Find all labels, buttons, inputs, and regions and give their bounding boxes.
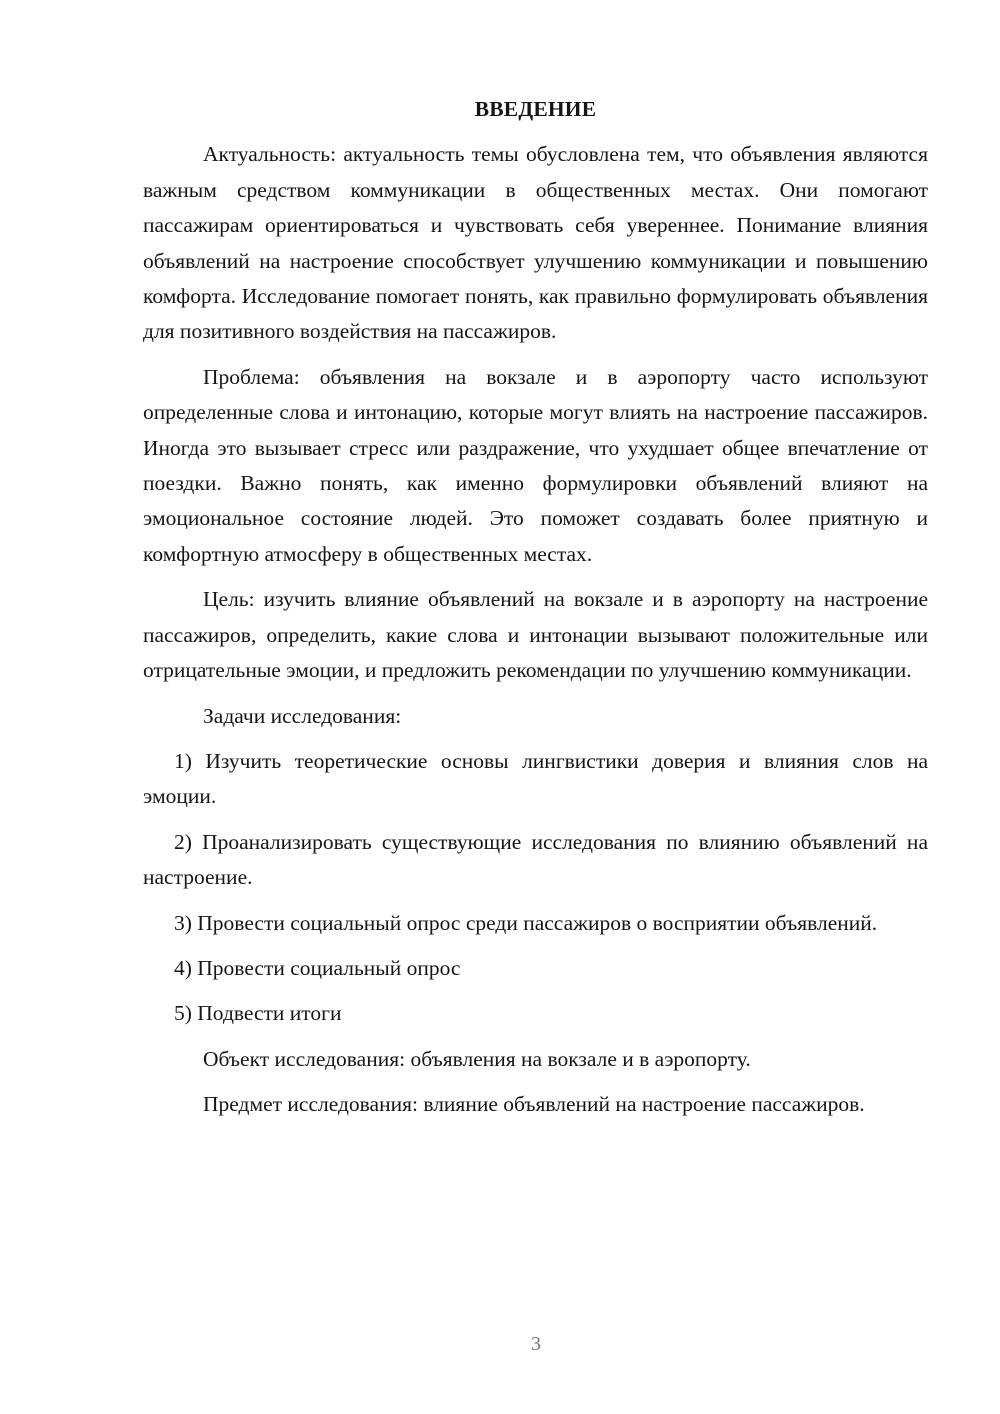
- task-item-2: 2) Проанализировать существующие исследования по влиянию объявлений на настроение.: [143, 829, 928, 890]
- document-page: [143, 92, 928, 1133]
- task-item-4: 4) Провести социальный опрос: [174, 955, 461, 980]
- paragraph-goal: Цель: изучить влияние объявлений на вокзале и в аэропорту на настроение пассажиров, определить, какие слова и интонации вызывают положительные или отрицательные эмоции, и предложить рекомендации по улучшению коммуникации.: [143, 587, 928, 683]
- task-item-3: 3) Провести социальный опрос среди пассажиров о восприятии объявлений.: [174, 910, 878, 935]
- paragraph-problem: Проблема: объявления на вокзале и в аэропорту часто используют определенные слова и интонацию, которые могут влиять на настроение пассажиров. Иногда это вызывает стресс или раздражение, что ухудшает общее впечатление от поездки. Важно понять, как именно формулировки объявлений влияют на эмоциональное состояние людей. Это поможет создавать более приятную и комфортную атмосферу в общественных местах.: [143, 364, 928, 566]
- paragraph-object: Объект исследования: объявления на вокзале и в аэропорту.: [203, 1046, 751, 1071]
- tasks-heading: Задачи исследования:: [203, 703, 402, 728]
- task-item-1: 1) Изучить теоретические основы лингвистики доверия и влияния слов на эмоции.: [143, 748, 928, 809]
- paragraph-subject: Предмет исследования: влияние объявлений на настроение пассажиров.: [203, 1092, 865, 1117]
- task-item-5: 5) Подвести итоги: [174, 1001, 342, 1026]
- paragraph-relevance: Актуальность: актуальность темы обусловлена тем, что объявления являются важным средством коммуникации в общественных местах. Они помогают пассажирам ориентироваться и чувствовать себя увереннее. Понимание влияния объявлений на настроение способствует улучшению коммуникации и повышению комфорта. Исследование помогает понять, как правильно формулировать объявления для позитивного воздействия на пассажиров.: [143, 142, 928, 344]
- page-number: 3: [531, 1333, 541, 1355]
- page-title: ВВЕДЕНИЕ: [474, 97, 597, 121]
